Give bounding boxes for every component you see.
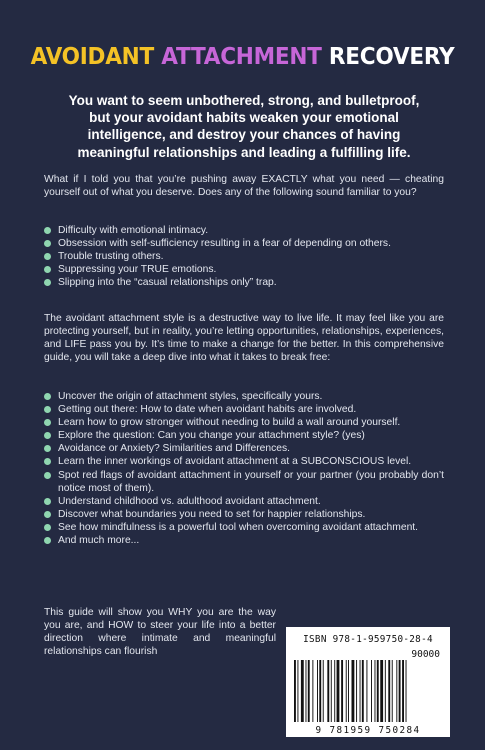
bullet-icon [44,253,51,260]
bullet-icon [44,393,51,400]
bullet-icon [44,458,51,465]
bullet-icon [44,537,51,544]
price-code: 90000 [411,649,440,660]
isbn-barcode-block [286,627,450,737]
list-item: Getting out there: How to date when avoidant habits are involved. [44,403,444,416]
list-item: Understand childhood vs. adulthood avoidant attachment. [44,495,444,508]
isbn-number: ISBN 978-1-959750-28-4 [303,634,433,645]
bullet-icon [44,406,51,413]
intro-paragraph: What if I told you that you’re pushing away EXACTLY what you need — cheating yourself out of what you deserve. Does any of the following sound familiar to you? [44,174,444,199]
list-item: Spot red flags of avoidant attachment in yourself or your partner (you probably don’t notice most of them). [44,469,444,495]
list-item: Learn the inner workings of avoidant attachment at a SUBCONSCIOUS level. [44,455,444,468]
bullet-icon [44,524,51,531]
bullet-icon [44,419,51,426]
bullet-icon [44,432,51,439]
barcode-icon [292,660,444,722]
list-item: Slipping into the “casual relationships only” trap. [44,276,444,289]
list-item: And much more... [44,534,444,547]
list-item: Explore the question: Can you change your attachment style? (yes) [44,429,444,442]
body-paragraph: The avoidant attachment style is a destructive way to live life. It may feel like you are protecting yourself, but in reality, you’re letting opportunities, relationships, experiences, and LIFE pass you by. It’s time to make a change for the better. In this comprehensive guide, you will take a deep dive into what it takes to break free: [44,313,444,364]
bullet-icon [44,240,51,247]
list-item: Discover what boundaries you need to set for happier relationships. [44,508,444,521]
bullet-icon [44,445,51,452]
bullet-icon [44,266,51,273]
bullet-icon [44,279,51,286]
bullet-icon [44,472,51,479]
list-item: See how mindfulness is a powerful tool when overcoming avoidant attachment. [44,521,444,534]
title-word-attachment: ATTACHMENT [161,42,322,70]
closing-paragraph: This guide will show you WHY you are the way you are, and HOW to steer your life into a better direction where intimate and meaningful relationships can flourish [44,607,276,658]
list-item: Learn how to grow stronger without needing to build a wall around yourself. [44,416,444,429]
title-word-recovery: RECOVERY [328,42,455,70]
bullet-icon [44,511,51,518]
title-word-avoidant: AVOIDANT [30,42,154,70]
list-item: Suppressing your TRUE emotions. [44,263,444,276]
lead-paragraph: You want to seem unbothered, strong, and bulletproof, but your avoidant habits weaken your emotional intelligence, and destroy your chances of having meaningful relationships and leading a fulfilling life. [68,93,420,160]
cover-title [19,42,465,70]
bullet-icon [44,498,51,505]
benefits-list [44,390,444,547]
list-item: Trouble trusting others. [44,250,444,263]
list-item: Avoidance or Anxiety? Similarities and Differences. [44,442,444,455]
list-item: Difficulty with emotional intimacy. [44,224,444,237]
bullet-icon [44,227,51,234]
list-item: Uncover the origin of attachment styles, specifically yours. [44,390,444,403]
list-item: Obsession with self-sufficiency resulting in a fear of depending on others. [44,237,444,250]
symptoms-list [44,224,444,289]
ean-number: 9 781959 750284 [315,725,421,736]
